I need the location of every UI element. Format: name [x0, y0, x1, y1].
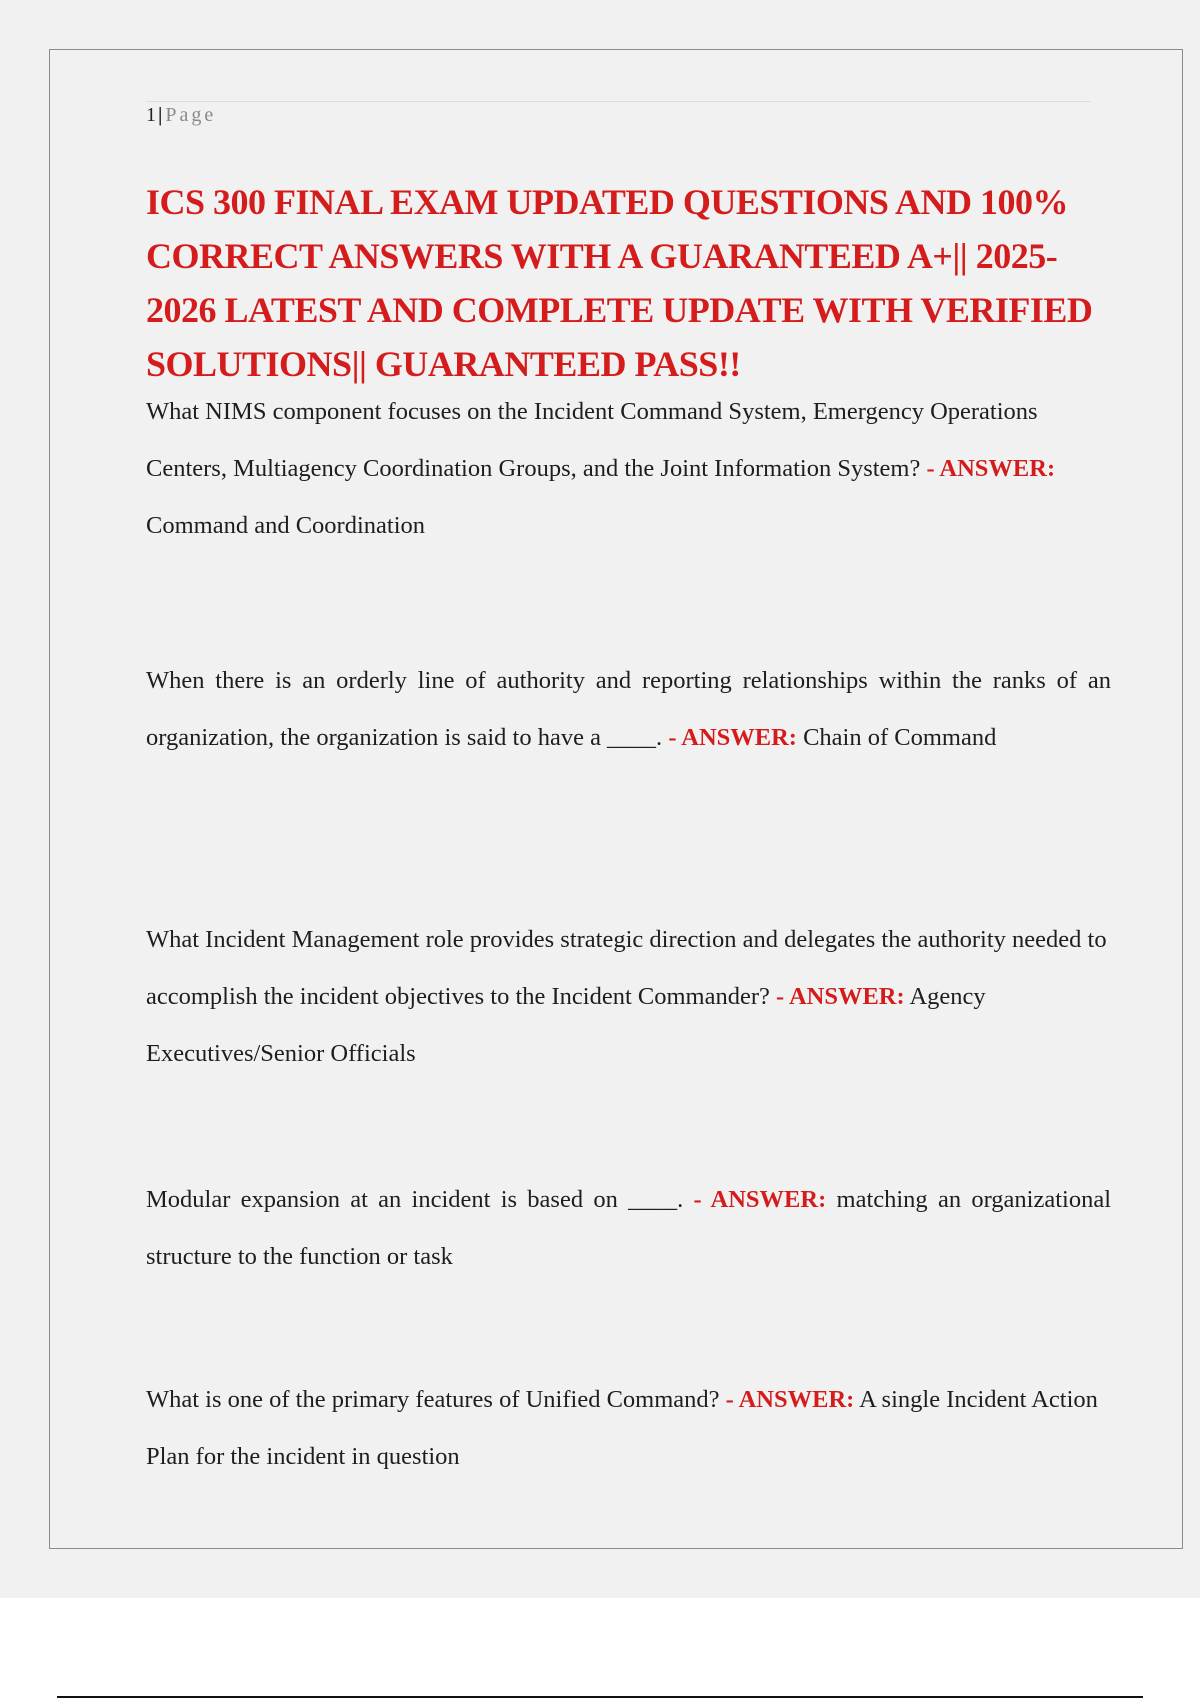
question-text: When there is an orderly line of authority and reporting relationships within the ranks of an organization, the organization is said to have a ____. — [146, 667, 1111, 751]
answer-text: Command and Coordination — [146, 512, 425, 539]
answer-label: - ANSWER: — [725, 1386, 855, 1413]
page-number-separator: | — [158, 104, 163, 126]
answer-label: - ANSWER: — [668, 724, 797, 751]
qa-item-5 — [146, 1371, 1111, 1485]
qa-item-2 — [146, 652, 1111, 766]
question-text: Modular expansion at an incident is based on ____. — [146, 1186, 684, 1213]
answer-text: A single Incident Action Plan for the incident in question — [146, 1386, 1098, 1470]
document-title: ICS 300 FINAL EXAM UPDATED QUESTIONS AND 100% CORRECT ANSWERS WITH A GUARANTEED A+|| 2025-2026 LATEST AND COMPLETE UPDATE WITH VERIFIED SOLUTIONS|| GUARANTEED PASS!! — [146, 182, 1093, 384]
page-number: 1 — [146, 104, 156, 126]
qa-item-1 — [146, 383, 1111, 554]
answer-text: Agency Executives/Senior Officials — [146, 983, 986, 1067]
qa-item-4 — [146, 1171, 1111, 1285]
answer-text: Chain of Command — [803, 724, 997, 751]
header-rule — [146, 101, 1091, 102]
page-label: Page — [165, 104, 217, 126]
footer-rule — [57, 1696, 1143, 1698]
answer-label: - ANSWER: — [693, 1186, 827, 1213]
qa-item-3 — [146, 911, 1111, 1082]
answer-text: matching an organizational structure to the function or task — [146, 1186, 1112, 1270]
answer-label: - ANSWER: — [926, 455, 1056, 482]
question-text: What is one of the primary features of Unified Command? — [146, 1386, 720, 1413]
answer-label: - ANSWER: — [776, 983, 905, 1010]
question-text: What Incident Management role provides strategic direction and delegates the authority needed to accomplish the incident objectives to the Incident Commander? — [146, 926, 1107, 1010]
question-text: What NIMS component focuses on the Incident Command System, Emergency Operations Centers, Multiagency Coordination Groups, and the Joint Information System? — [146, 398, 1038, 482]
page-number-header — [146, 104, 216, 127]
